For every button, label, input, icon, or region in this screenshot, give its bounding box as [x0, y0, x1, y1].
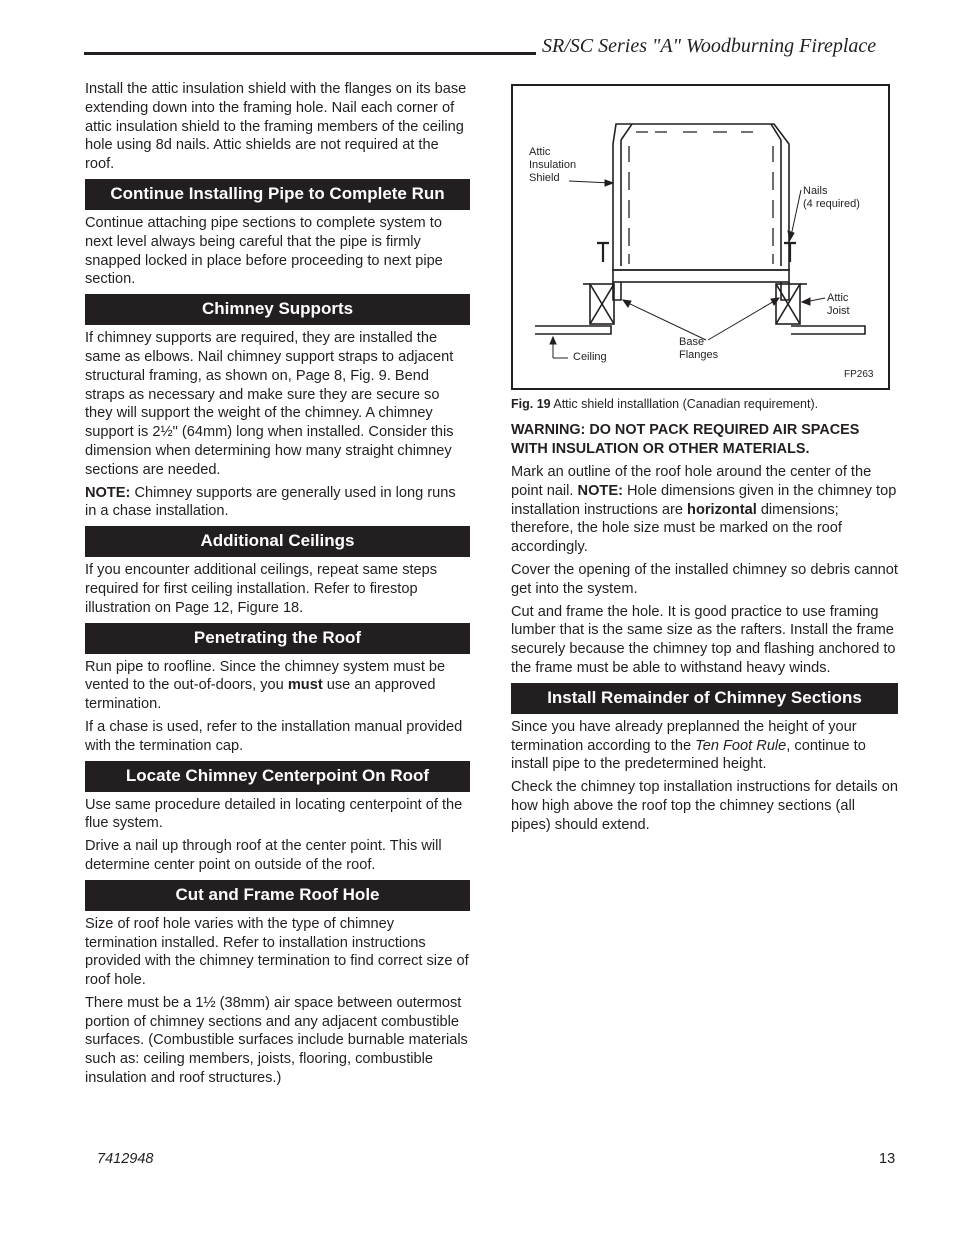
- label-nails-1: Nails: [803, 185, 828, 197]
- label-ceiling: Ceiling: [573, 351, 607, 363]
- additional-ceilings-paragraph: If you encounter additional ceilings, repeat same steps required for first ceiling installation. Refer to firestop illustration on Page 12, Figure 18.: [85, 562, 438, 616]
- install-remainder-paragraph-1: [511, 718, 898, 774]
- section-heading-install-remainder: Install Remainder of Chimney Sections: [511, 683, 898, 714]
- continue-installing-paragraph: Continue attaching pipe sections to complete system to next level always being careful that the pipe is firmly snapped locked in place before proceeding to next pipe section.: [85, 214, 443, 288]
- figure-attic-shield: [511, 84, 890, 390]
- intro-paragraph: Install the attic insulation shield with the flanges on its base extending down into the framing hole. Nail each corner of attic insulation shield to the framing members of the ceiling hole using 8d nails. Attic shields are not required at the roof.: [85, 81, 467, 173]
- right-column: [511, 84, 898, 839]
- locate-centerpoint-paragraph-1: Use same procedure detailed in locating centerpoint of the flue system.: [85, 796, 463, 832]
- warning-text: WARNING: DO NOT PACK REQUIRED AIR SPACES WITH INSULATION OR OTHER MATERIALS.: [511, 422, 860, 457]
- doc-number: 7412948: [97, 1151, 154, 1167]
- label-attic-shield-1: Attic: [529, 146, 551, 158]
- cut-frame-hole-paragraph: Cut and frame the hole. It is good practice to use framing lumber that is the same size as the rafters. Install the frame securely because the chimney top and flashing anchored to the frame must be able to withstand heavy winds.: [511, 603, 896, 676]
- penetrating-roof-paragraph-2: If a chase is used, refer to the installation manual provided with the termination cap.: [85, 718, 463, 754]
- cut-frame-paragraph-2: There must be a 1½ (38mm) air space between outermost portion of chimney sections and any adjacent combustible surfaces. (Combustible surfaces include burnable materials such as: ceiling members, joists, flooring, combustible insulation and roof structures.): [85, 994, 468, 1087]
- nail-icons: [597, 243, 796, 262]
- roof-hole-paragraph: [511, 463, 898, 557]
- emphasis-horizontal: horizontal: [687, 501, 757, 518]
- note-text: Chimney supports are generally used in long runs in a chase installation.: [85, 484, 456, 520]
- page-title: SR/SC Series "A" Woodburning Fireplace: [542, 35, 877, 57]
- left-column: [85, 80, 470, 1092]
- header-rule: [84, 52, 536, 55]
- emphasis-must: must: [287, 677, 323, 694]
- section-heading-additional-ceilings: Additional Ceilings: [85, 526, 470, 557]
- chimney-supports-paragraph: If chimney supports are required, they are installed the same as elbows. Nail chimney support straps to adjacent structural framing, as shown on, Page 8, Fig. 9. Bend straps as necessary and make sure they are secure so they will support the weight of the chimney. A chimney support is 2½" (64mm) long when installed. Consider this dimension when determining how many straight chimney sections are needed.: [85, 330, 454, 478]
- label-flanges-1: Base: [679, 336, 705, 348]
- label-attic-shield-2: Insulation: [529, 159, 577, 171]
- text-run: use an approved termination.: [85, 677, 436, 713]
- shield-outline: [613, 124, 789, 270]
- ceiling-right: [791, 326, 865, 334]
- label-nails-2: (4 required): [803, 198, 860, 210]
- section-heading-cut-frame-roof-hole: Cut and Frame Roof Hole: [85, 880, 470, 911]
- ten-foot-rule: Ten Foot Rule: [695, 737, 787, 754]
- note-label: NOTE:: [577, 482, 623, 499]
- section-heading-continue-installing: Continue Installing Pipe to Complete Run: [85, 179, 470, 210]
- label-attic-shield-3: Shield: [529, 172, 560, 184]
- chimney-supports-note: [85, 484, 470, 522]
- label-joist-1: Attic: [827, 292, 849, 304]
- section-heading-locate-centerpoint: Locate Chimney Centerpoint On Roof: [85, 761, 470, 792]
- attic-shield-diagram: [513, 86, 888, 388]
- label-joist-2: Joist: [827, 305, 850, 317]
- ceiling-left: [535, 326, 611, 334]
- text-run: dimensions; therefore, the hole size must be marked on the roof accordingly.: [511, 501, 842, 556]
- caption-label: Fig. 19: [511, 397, 551, 411]
- cover-opening-paragraph: Cover the opening of the installed chimney so debris cannot get into the system.: [511, 561, 898, 597]
- install-remainder-paragraph-2: Check the chimney top installation instructions for details on how high above the roof top the chimney sections (all pipes) should extend.: [511, 779, 898, 833]
- label-flanges-2: Flanges: [679, 349, 719, 361]
- section-heading-penetrating-roof: Penetrating the Roof: [85, 623, 470, 654]
- figure-caption: [511, 397, 898, 411]
- locate-centerpoint-paragraph-2: Drive a nail up through roof at the center point. This will determine center point on outside of the roof.: [85, 838, 442, 873]
- text-run: Run pipe to roofline. Since the chimney system must be vented to the out-of-doors, you: [85, 658, 446, 694]
- text-run: Since you have already preplanned the height of your termination according to the: [511, 718, 857, 754]
- text-run: , continue to install pipe to the predetermined height.: [511, 737, 866, 773]
- section-heading-chimney-supports: Chimney Supports: [85, 294, 470, 325]
- page-number: 13: [879, 1151, 896, 1167]
- text-run: Mark an outline of the roof hole around the center of the point nail.: [511, 464, 872, 499]
- caption-text: Attic shield installlation (Canadian requirement).: [550, 397, 819, 411]
- text-run: Hole dimensions given in the chimney top installation instructions are: [511, 482, 897, 518]
- figure-code: FP263: [844, 369, 874, 380]
- cut-frame-paragraph-1: Size of roof hole varies with the type of chimney termination installed. Refer to installation instructions provided with the chimney termination to find correct size of roof hole.: [85, 915, 469, 989]
- note-label: NOTE:: [85, 484, 131, 501]
- penetrating-roof-paragraph-1: [85, 658, 470, 714]
